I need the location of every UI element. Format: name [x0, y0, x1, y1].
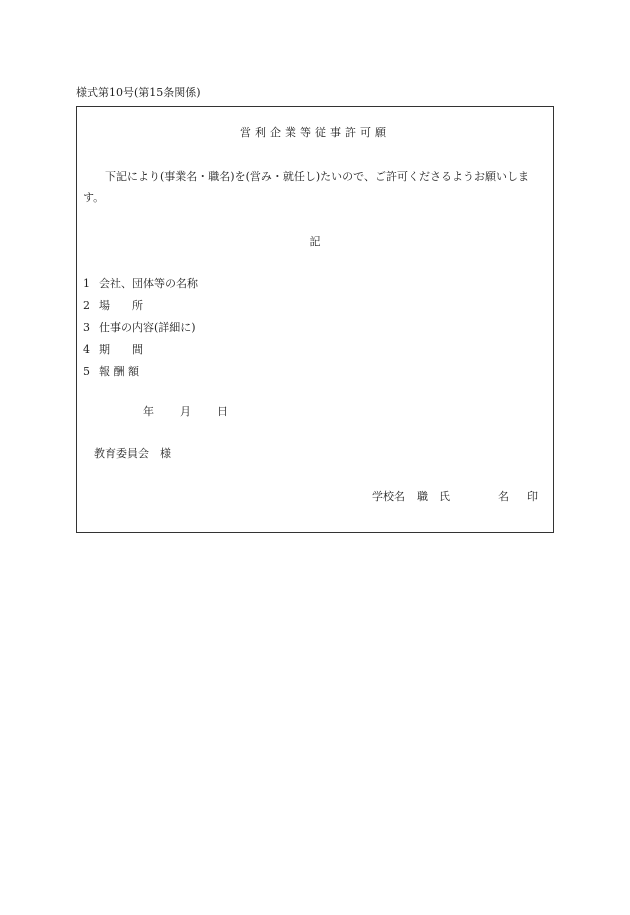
item-list	[83, 273, 198, 383]
item-label: 報 酬 額	[99, 365, 139, 378]
item-number: 5	[83, 365, 90, 378]
item-number: 3	[83, 321, 90, 334]
addressee: 教育委員会 様	[94, 447, 171, 460]
item-label: 場 所	[99, 299, 143, 312]
item-label: 期 間	[99, 343, 143, 356]
application-form-box	[76, 106, 554, 533]
list-item	[83, 295, 198, 317]
school-name-label: 学校名	[372, 490, 405, 503]
position-label: 職 氏	[417, 490, 450, 503]
item-number: 4	[83, 343, 90, 356]
date-month: 月	[180, 405, 191, 418]
form-number: 様式第10号(第15条関係)	[76, 86, 201, 99]
list-item	[83, 339, 198, 361]
list-item	[83, 273, 198, 295]
list-item	[83, 361, 198, 383]
item-number: 2	[83, 299, 90, 312]
seal-label: 印	[527, 490, 538, 503]
signature-row	[372, 488, 538, 504]
list-item	[83, 317, 198, 339]
item-number: 1	[83, 277, 90, 290]
name-label: 名	[498, 490, 509, 503]
item-label: 会社、団体等の名称	[99, 277, 198, 290]
date-day: 日	[217, 405, 228, 418]
request-body-text: 下記により(事業名・職名)を(営み・就任し)たいので、ご許可くださるようお願いします。	[83, 170, 529, 204]
form-title: 営利企業等従事許可願	[240, 126, 390, 139]
date-year: 年	[143, 405, 154, 418]
ki-heading: 記	[309, 235, 321, 248]
date-row	[143, 403, 228, 419]
item-label: 仕事の内容(詳細に)	[99, 321, 196, 334]
